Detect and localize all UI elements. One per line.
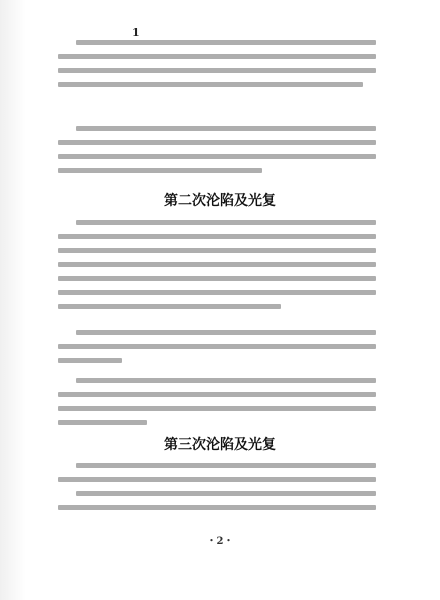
text-line: [58, 358, 122, 363]
text-line: [58, 154, 376, 159]
scan-edge-shadow: [0, 0, 26, 600]
text-line: [58, 477, 376, 482]
text-line: [58, 262, 376, 267]
text-line: [58, 420, 147, 425]
text-line: [58, 140, 376, 145]
text-line: [76, 126, 376, 131]
text-line: [58, 290, 376, 295]
text-line: [58, 304, 281, 309]
page-number: ・2・: [206, 536, 234, 547]
section-heading-3: 第三次沦陷及光复: [164, 437, 276, 453]
text-line: [76, 491, 376, 496]
paragraph-2: [58, 126, 376, 182]
text-line: [58, 54, 376, 59]
text-line: [58, 248, 376, 253]
top-mark: 1: [132, 26, 140, 39]
text-line: [58, 82, 363, 87]
text-line: [58, 68, 376, 73]
text-line: [58, 406, 376, 411]
text-line: [76, 463, 376, 468]
text-line: [58, 392, 376, 397]
text-line: [76, 220, 376, 225]
paragraph-6: [58, 463, 376, 519]
text-line: [76, 378, 376, 383]
paragraph-4: [58, 330, 376, 372]
paragraph-3: [58, 220, 376, 318]
text-line: [58, 276, 376, 281]
text-line: [58, 344, 376, 349]
paragraph-5: [58, 378, 376, 434]
text-line: [58, 234, 376, 239]
paragraph-1: [58, 40, 376, 96]
section-heading-2: 第二次沦陷及光复: [164, 193, 276, 209]
text-line: [58, 168, 262, 173]
text-line: [76, 330, 376, 335]
text-line: [58, 505, 376, 510]
text-line: [76, 40, 376, 45]
